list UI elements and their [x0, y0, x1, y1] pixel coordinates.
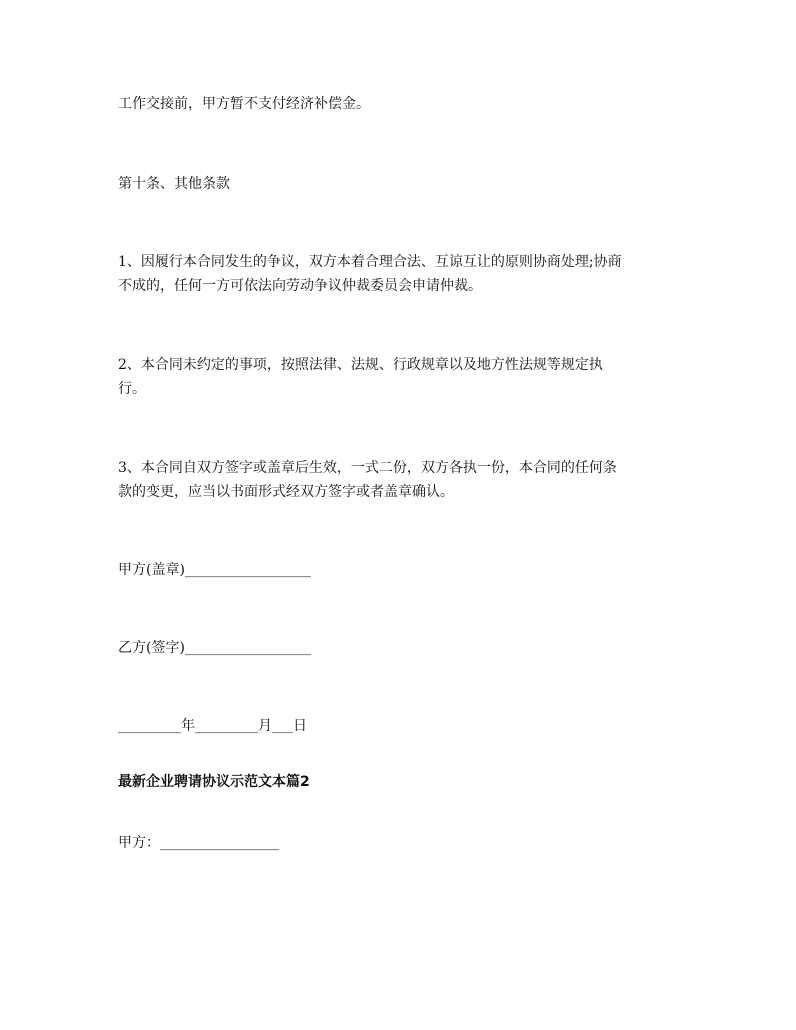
- party-a-seal-line: 甲方(盖章)__________________: [118, 562, 311, 578]
- clause-3-line-2: 款的变更，应当以书面形式经双方签字或者盖章确认。: [118, 484, 454, 500]
- section-heading-article-10: 第十条、其他条款: [118, 176, 230, 192]
- paragraph-handover: 工作交接前，甲方暂不支付经济补偿金。: [118, 96, 370, 112]
- party-a-name-line: 甲方：_________________: [118, 835, 279, 851]
- date-line: _________年_________月___日: [118, 718, 307, 734]
- party-b-signature-line: 乙方(签字)__________________: [118, 640, 311, 656]
- clause-2-line-1: 2、本合同未约定的事项，按照法律、法规、行政规章以及地方性法规等规定执: [118, 357, 603, 373]
- clause-3-line-1: 3、本合同自双方签字或盖章后生效，一式二份，双方各执一份，本合同的任何条: [118, 460, 617, 476]
- clause-1-line-1: 1、因履行本合同发生的争议，双方本着合理合法、互谅互让的原则协商处理;协商: [118, 254, 622, 270]
- section-title-part-2: 最新企业聘请协议示范文本篇2: [118, 774, 310, 790]
- clause-1-line-2: 不成的，任何一方可依法向劳动争议仲裁委员会申请仲裁。: [118, 278, 482, 294]
- clause-2-line-2: 行。: [118, 381, 146, 397]
